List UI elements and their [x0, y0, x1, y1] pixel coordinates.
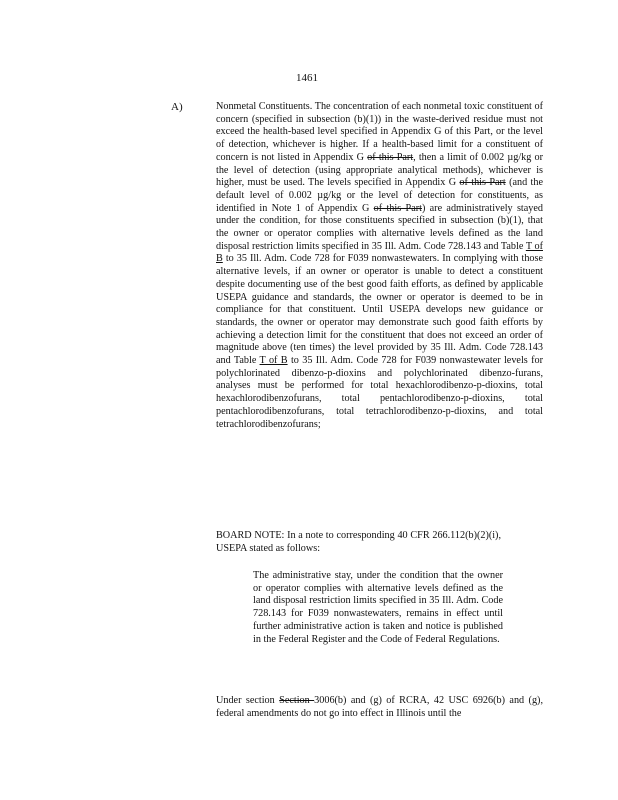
underlined-text: T of B [216, 240, 543, 265]
struck-text: Section [279, 695, 315, 706]
paragraph-text: 3006(b) and (g) of RCRA, 42 USC 6926(b) and (g), federal amendments do not go into effect in Illinois until the [216, 695, 543, 719]
quoted-passage: The administrative stay, under the condition that the owner or operator complies with alternative levels defined as the land disposal restriction limits specified in 35 Ill. Adm. Code 728.143 for F039 nonwastewaters, remains in effect until further administrative action is taken and notice is published in the Federal Register and the Code of Federal Regulations. [253, 570, 503, 645]
paragraph-text: Nonmetal Constituents. The concentration of each nonmetal toxic constituent of concern (specified in subsection (b)(1)) in the waste-derived residue must not exceed the health-based level specified in Appendix G of this Part, or the level of detection, whichever is higher. If a health-based limit for a constituent of concern is not listed in Appendix G [216, 101, 543, 163]
subsection-label: A) [171, 101, 183, 113]
paragraph-text: Under section [216, 695, 280, 706]
struck-text: of this Part [373, 202, 422, 214]
nonmetal-constituents-paragraph [216, 101, 543, 431]
underlined-text: T of B [259, 355, 288, 367]
page-number: 1461 [296, 72, 318, 84]
board-note: BOARD NOTE: In a note to corresponding 40 CFR 266.112(b)(2)(i), USEPA stated as follows: [216, 530, 501, 554]
paragraph-text: ) are administratively stayed under the condition, for those constituents specified in subsection (b)(1), that the owner or operator complies with alternative levels defined as the land disposal restriction limits specified in 35 Ill. Adm. Code 728.143 and Table [216, 202, 543, 252]
under-section-paragraph [216, 695, 543, 720]
paragraph-text: (and the default level of 0.002 µg/kg or the level of detection for constituents, as identified in Note 1 of Appendix G [216, 177, 543, 214]
paragraph-text: , then a limit of 0.002 µg/kg or the level of detection (using appropriate analytical methods), whichever is higher, must be used. The levels specified in Appendix G [216, 151, 543, 189]
paragraph-text: to 35 Ill. Adm. Code 728 for F039 nonwastewater levels for polychlorinated dibenzo-p-dioxins and polychlorinated dibenzo-furans, analyses must be performed for total hexachlorodibenzo-p-dioxins, total hexachlorodibenzofurans, total pentachlorodibenzo-p-dioxins, total pentachlorodibenzofurans, total tetrachlorodibenzo-p-dioxins, and total tetrachlorodibenzofurans; [216, 355, 543, 430]
paragraph-text: to 35 Ill. Adm. Code 728 for F039 nonwastewaters. In complying with those alternative levels, if an owner or operator is unable to detect a constituent despite documenting use of the best good faith efforts, as defined by applicable USEPA guidance and standards, the owner or operator is deemed to be in compliance for that constituent. Until USEPA develops new guidance or standards, the owner or operator may demonstrate such good faith efforts by achieving a detection limit for the constituent that does not exceed an order of magnitude above (ten times) the level provided by 35 Ill. Adm. Code 728.143 and Table [216, 253, 543, 367]
struck-text: of this Part [367, 151, 414, 163]
struck-text: of this Part [459, 177, 506, 189]
